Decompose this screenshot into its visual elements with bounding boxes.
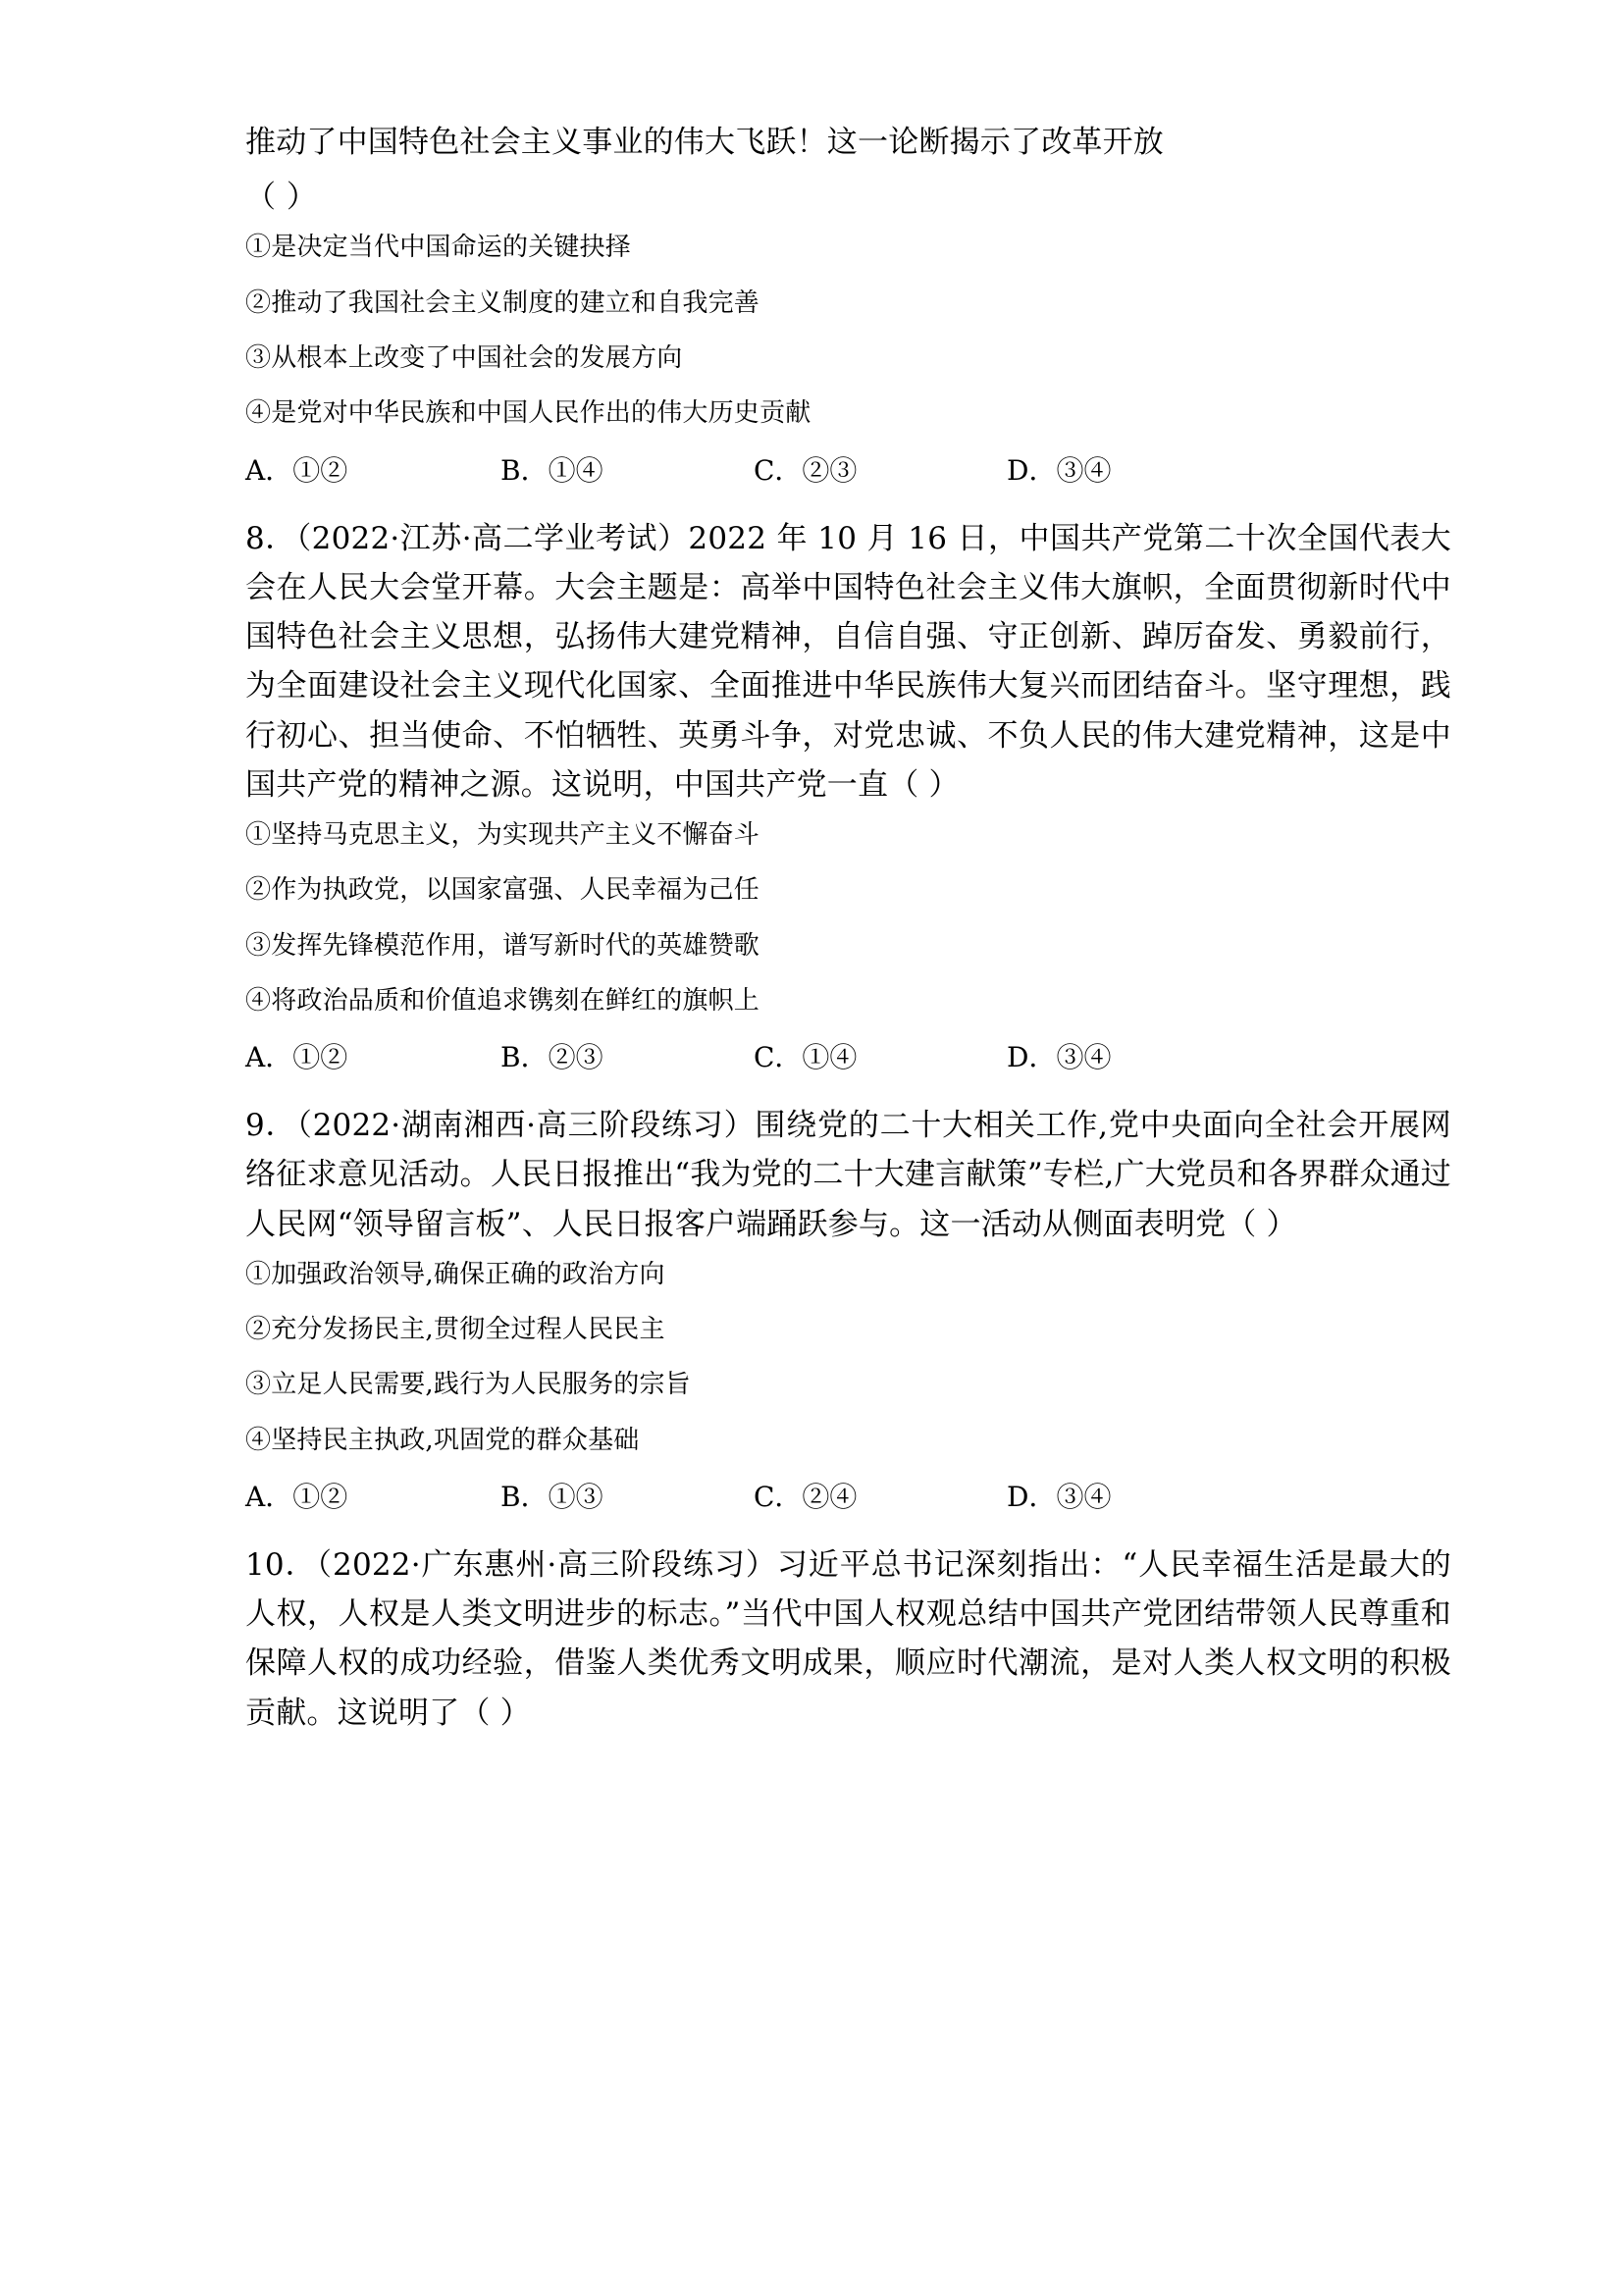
option-item: ①坚持马克思主义，为实现共产主义不懈奋斗 [245, 819, 760, 850]
answer-choice-a: A．①② [245, 1480, 348, 1513]
answer-choice-row [245, 1476, 1451, 1515]
option-item: ②推动了我国社会主义制度的建立和自我完善 [245, 287, 760, 318]
answer-choice-row [245, 449, 1451, 489]
question-stem: 10．（2022·广东惠州·高三阶段练习）习近平总书记深刻指出：“人民幸福生活是最大的人权，人权是人类文明进步的标志。”当代中国人权观总结中国共产党团结带领人民尊重和保障人权的成功经验，借鉴人类优秀文明成果，顺应时代潮流，是对人类人权文明的积极贡献。这说明了（ ） [245, 1546, 1451, 1731]
question-stem: 8．（2022·江苏·高二学业考试）2022 年 10 月 16 日，中国共产党第二十次全国代表大会在人民大会堂开幕。大会主题是：高举中国特色社会主义伟大旗帜，全面贯彻新时代中国特色社会主义思想，弘扬伟大建党精神，自信自强、守正创新、踔厉奋发、勇毅前行，为全面建设社会主义现代化国家、全面推进中华民族伟大复兴而团结奋斗。坚守理想，践行初心、担当使命、不怕牺牲、英勇斗争，对党忠诚、不负人民的伟大建党精神，这是中国共产党的精神之源。这说明，中国共产党一直（ ） [245, 520, 1451, 803]
answer-choice-a: A．①② [245, 453, 348, 487]
option-item: ②充分发扬民主,贯彻全过程人民民主 [245, 1315, 665, 1345]
answer-choice-a: A．①② [245, 1041, 348, 1074]
answer-choice-row [245, 1036, 1451, 1075]
option-item: ④是党对中华民族和中国人民作出的伟大历史贡献 [245, 398, 812, 429]
option-item: ①加强政治领导,确保正确的政治方向 [245, 1259, 665, 1289]
answer-choice-b: B．①③ [500, 1480, 603, 1513]
option-item: ④将政治品质和价值追求镌刻在鲜红的旗帜上 [245, 985, 760, 1016]
answer-choice-b: B．②③ [500, 1041, 603, 1074]
answer-choice-d: D．③④ [1007, 1480, 1112, 1513]
answer-choice-c: C．①④ [754, 1041, 858, 1074]
answer-choice-d: D．③④ [1007, 453, 1112, 487]
option-item: ③发挥先锋模范作用，谱写新时代的英雄赞歌 [245, 930, 760, 961]
question-block-10 [245, 1540, 1451, 1738]
question-answer-blank: （ ） [245, 180, 318, 216]
answer-choice-c: C．②④ [754, 1480, 858, 1513]
question-block-9 [245, 1101, 1451, 1515]
option-item: ③从根本上改变了中国社会的发展方向 [245, 343, 683, 374]
option-item: ③立足人民需要,践行为人民服务的宗旨 [245, 1370, 691, 1400]
option-item: ①是决定当代中国命运的关键抉择 [245, 233, 632, 263]
question-stem-line: 推动了中国特色社会主义事业的伟大飞跃！这一论断揭示了改革开放 [245, 125, 1164, 160]
answer-choice-d: D．③④ [1007, 1041, 1112, 1074]
question-block-7-tail [245, 118, 1451, 489]
answer-choice-c: C．②③ [754, 453, 858, 487]
question-block-8 [245, 514, 1451, 1076]
question-stem: 9．（2022·湖南湘西·高三阶段练习）围绕党的二十大相关工作,党中央面向全社会开展网络征求意见活动。人民日报推出“我为党的二十大建言献策”专栏,广大党员和各界群众通过人民网“领导留言板”、人民日报客户端踊跃参与。这一活动从侧面表明党（ ） [245, 1108, 1451, 1242]
option-item: ④坚持民主执政,巩固党的群众基础 [245, 1425, 640, 1455]
answer-choice-b: B．①④ [500, 453, 603, 487]
option-item: ②作为执政党，以国家富强、人民幸福为己任 [245, 875, 760, 906]
